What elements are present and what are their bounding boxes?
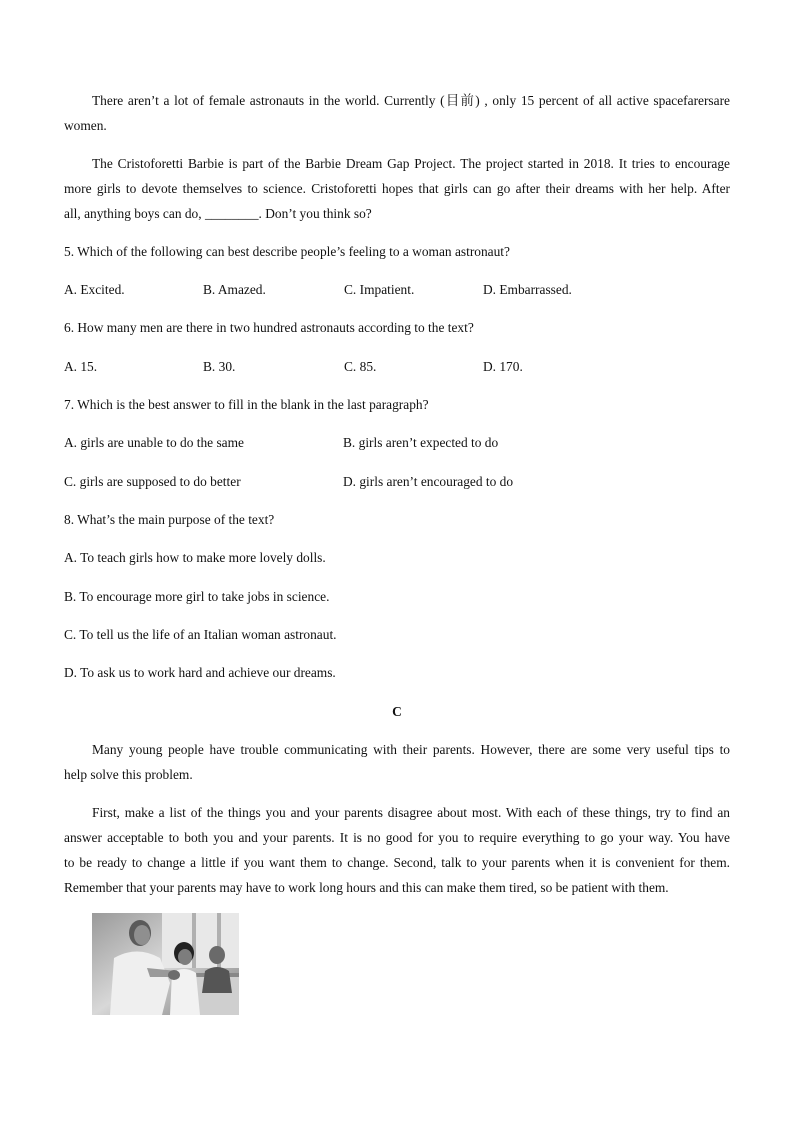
question-8-option-c: C. To tell us the life of an Italian woman astronaut.	[64, 627, 337, 642]
paragraph-line: more girls to devote themselves to science. Cristoforetti hopes that girls can go after their dreams with her help. After	[64, 181, 730, 196]
question-7-option-d: D. girls aren’t encouraged to do	[343, 474, 514, 489]
paragraph-line: women.	[64, 118, 107, 133]
question-5-option-c: C. Impatient.	[344, 282, 415, 297]
paragraph-line: to be ready to change a little if you want them to change. Second, talk to your parents when it is convenient for them.	[64, 855, 730, 870]
question-5-option-b: B. Amazed.	[203, 282, 266, 297]
question-6-stem: 6. How many men are there in two hundred astronauts according to the text?	[64, 320, 474, 335]
paragraph-line: There aren’t a lot of female astronauts in the world. Currently (目前) , only 15 percent of all active spacefarersare	[92, 93, 730, 108]
question-7-option-a: A. girls are unable to do the same	[64, 435, 244, 450]
paragraph-line: Many young people have trouble communicating with their parents. However, there are some very useful tips to	[92, 742, 730, 757]
paragraph-line: First, make a list of the things you and your parents disagree about most. With each of these things, try to find an	[92, 805, 730, 820]
paragraph-line: all, anything boys can do, ________. Don’t you think so?	[64, 206, 372, 221]
question-8-option-a: A. To teach girls how to make more lovely dolls.	[64, 550, 326, 565]
question-6-option-b: B. 30.	[203, 359, 236, 374]
question-6-option-a: A. 15.	[64, 359, 98, 374]
question-5-stem: 5. Which of the following can best describe people’s feeling to a woman astronaut?	[64, 244, 510, 259]
question-8-stem: 8. What’s the main purpose of the text?	[64, 512, 275, 527]
question-6-option-d: D. 170.	[483, 359, 523, 374]
question-7-option-b: B. girls aren’t expected to do	[343, 435, 499, 450]
question-7-stem: 7. Which is the best answer to fill in the blank in the last paragraph?	[64, 397, 429, 412]
question-8-option-b: B. To encourage more girl to take jobs in science.	[64, 589, 330, 604]
question-8-option-d: D. To ask us to work hard and achieve our dreams.	[64, 665, 336, 680]
question-5-option-d: D. Embarrassed.	[483, 282, 572, 297]
question-6-option-c: C. 85.	[344, 359, 377, 374]
section-heading: C	[392, 704, 402, 719]
family-photo	[92, 913, 239, 1015]
paragraph-line: help solve this problem.	[64, 767, 193, 782]
family-photo-illustration	[92, 913, 239, 1015]
question-5-option-a: A. Excited.	[64, 282, 125, 297]
paragraph-line: Remember that your parents may have to work long hours and this can make them tired, so be patient with them.	[64, 880, 669, 895]
question-7-option-c: C. girls are supposed to do better	[64, 474, 241, 489]
paragraph-line: answer acceptable to both you and your parents. It is no good for you to require everything to go your way. You have	[64, 830, 730, 845]
paragraph-line: The Cristoforetti Barbie is part of the Barbie Dream Gap Project. The project started in 2018. It tries to encourage	[92, 156, 730, 171]
